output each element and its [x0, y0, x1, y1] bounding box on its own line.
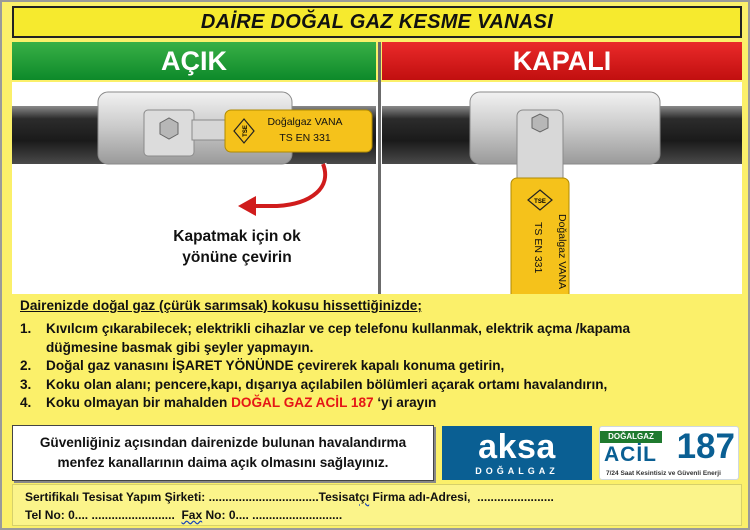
nut-icon [160, 118, 178, 139]
notice-line2: menfez kanallarının daima açık olmasını sağlayınız. [57, 455, 389, 470]
step-text [46, 320, 740, 357]
step-text: Koku olan alanı; pencere,kapı, dışarıya açılabilen bölümleri açarak ortamı havalandırın, [46, 376, 608, 392]
state-divider [378, 42, 381, 294]
step-text [46, 394, 740, 413]
installer-company-field: Sertifikalı Tesisat Yapım Şirketi: ................................. [25, 490, 319, 504]
turn-instruction [149, 226, 325, 268]
step-number: 2. [20, 358, 32, 373]
fax-field: No: 0.... ........................... [202, 508, 343, 522]
valve-label-name: Doğalgaz VANA [267, 116, 343, 128]
step-4-after: ‘yi arayın [373, 395, 437, 410]
valve-illustration-panel [12, 82, 742, 294]
footer-text: Fax [181, 508, 203, 522]
instructions-intro: Dairenizde doğal gaz (çürük sarımsak) kokusu hissettiğinizde; [20, 298, 422, 313]
turn-instruction-line2: yönüne çevirin [182, 249, 292, 266]
step-number: 1. [20, 321, 32, 336]
footer-text: çı [359, 490, 370, 504]
notice-line1: Güvenliğiniz açısından dairenizde bulunan havalandırma [39, 435, 407, 450]
acil-logo-badge: DOĞALGAZ [600, 431, 662, 443]
acil-logo-number: 187 [676, 427, 735, 466]
step-number: 4. [20, 395, 32, 410]
valve-body-closed [470, 92, 660, 164]
state-closed-header [382, 42, 742, 80]
list-item [20, 394, 740, 413]
step-4-before: Koku olmayan bir mahalden [46, 395, 232, 410]
tse-mark-text-closed: TSE [534, 199, 546, 205]
valve-label-std: TS EN 331 [279, 132, 331, 144]
valve-label-std-closed: TS EN 331 [532, 222, 544, 274]
valve-closed-graphic [382, 82, 742, 294]
tel-field: Tel No: 0.... ......................... [25, 508, 182, 522]
emergency-number-highlight: DOĞAL GAZ ACİL 187 [231, 395, 374, 410]
aksa-logo-sub: DOĞALGAZ [475, 466, 559, 476]
step-text: Doğal gaz vanasını İŞARET YÖNÜNDE çevirerek kapalı konuma getirin, [46, 358, 505, 373]
aksa-logo [442, 426, 592, 480]
instruction-steps [20, 320, 740, 413]
aksa-logo-main: aksa [478, 428, 556, 466]
turn-instruction-line1: Kapatmak için ok [173, 228, 301, 245]
acil-logo-word: ACİL [604, 443, 657, 466]
step-1-line-1: Kıvılcım çıkarabilecek; elektrikli cihazlar ve cep telefonu kullanmak, elektrik açma /kapama [46, 321, 631, 336]
acil-187-logo [599, 426, 739, 480]
ventilation-notice [12, 425, 434, 481]
footer-row-2 [25, 506, 729, 524]
valve-label-name-closed: Doğalgaz VANA [556, 214, 568, 290]
state-closed-label: KAPALI [512, 45, 612, 76]
tse-mark-text: TSE [243, 125, 249, 137]
list-item [20, 357, 740, 376]
page-title: DAİRE DOĞAL GAZ KESME VANASI [200, 10, 554, 33]
nut-icon-closed [532, 114, 548, 132]
turn-arrow-icon [252, 164, 325, 206]
footer-row-1 [25, 488, 729, 506]
step-1-line-2: düğmesine basmak gibi şeyler yapmayın. [46, 339, 314, 355]
arrow-head-icon [238, 196, 256, 216]
state-open-label: AÇIK [161, 45, 227, 76]
acil-logo-tagline: 7/24 Saat Kesintisiz ve Güvenli Enerji [606, 470, 721, 477]
step-number: 3. [20, 376, 32, 392]
list-item [20, 320, 740, 357]
state-open-header [12, 42, 376, 80]
title-bar [12, 6, 742, 38]
installer-info-footer [12, 484, 742, 526]
footer-text: Tesisat [318, 490, 360, 504]
list-item [20, 376, 740, 395]
firm-address-field: Firma adı-Adresi, ....................... [369, 490, 554, 504]
